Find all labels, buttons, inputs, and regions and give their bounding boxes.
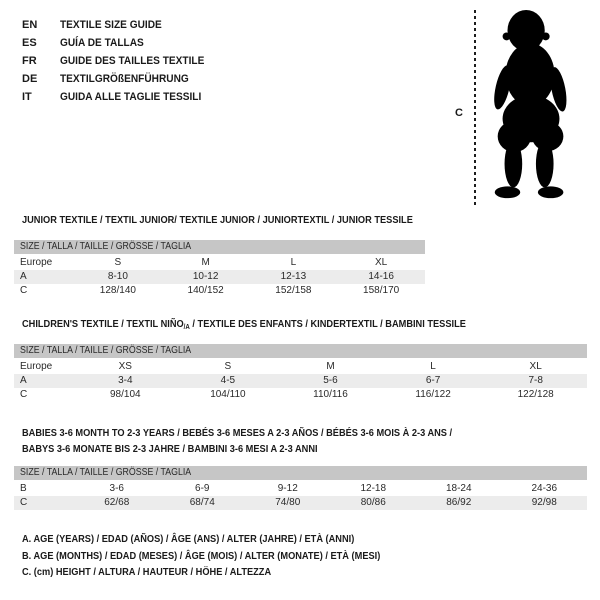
table-row-c [14, 388, 587, 402]
children-size-table [14, 344, 587, 402]
language-row-it [22, 88, 217, 106]
table-row-a [14, 270, 425, 284]
table-cell: 62/68 [104, 497, 130, 508]
language-row-es [22, 34, 217, 52]
babies-section-heading: BABIES 3-6 MONTH TO 2-3 YEARS / BEBÉS 3-6 MESES A 2-3 AÑOS / BÉBÉS 3-6 MOIS À 2-3 ANS / BABYS 3-6 MONATE BIS 2-3 JAHRE / BAMBINI 3-6 MESI A 2-3 ANNI [22, 427, 453, 455]
size-header-bar: SIZE / TALLA / TAILLE / GRÖSSE / TAGLIA [14, 240, 425, 254]
junior-size-table [14, 240, 425, 298]
table-cell: 110/116 [313, 389, 348, 400]
table-cell: 9-12 [277, 483, 298, 494]
note-c: C. (cm) HEIGHT / ALTURA / HAUTEUR / HÖHE / ALTEZZA [22, 566, 272, 578]
height-dashed-line [474, 10, 476, 207]
table-cell: 86/92 [446, 497, 472, 508]
junior-section-heading: JUNIOR TEXTILE / TEXTIL JUNIOR/ TEXTILE JUNIOR / JUNIORTEXTIL / JUNIOR TESSILE [22, 214, 413, 226]
table-cell: 3-6 [109, 483, 124, 494]
language-code: EN [22, 19, 38, 31]
table-cell: 14-16 [368, 271, 394, 282]
table-cell: S [114, 257, 122, 268]
baby-silhouette-icon [482, 8, 582, 206]
language-code: DE [22, 73, 38, 85]
language-row-en [22, 16, 217, 34]
language-code: IT [22, 91, 32, 103]
row-label: Europe [20, 257, 53, 268]
row-label: C [20, 389, 28, 400]
note-a: A. AGE (YEARS) / EDAD (AÑOS) / ÂGE (ANS) / ALTER (JAHRE) / ETÀ (ANNI) [22, 533, 355, 545]
table-cell: 7-8 [528, 375, 543, 386]
table-row-b [14, 482, 587, 496]
language-title: GUIDE DES TAILLES TEXTILE [60, 55, 205, 67]
table-cell: 6-7 [425, 375, 441, 386]
table-cell: 3-4 [118, 375, 133, 386]
table-cell: 4-5 [220, 375, 236, 386]
table-cell: 92/98 [531, 497, 557, 508]
row-label: Europe [20, 361, 53, 372]
language-row-fr [22, 52, 217, 70]
row-label: A [20, 271, 27, 282]
note-b: B. AGE (MONTHS) / EDAD (MESES) / ÂGE (MOIS) / ALTER (MONATE) / ETÀ (MESI) [22, 549, 381, 562]
table-cell: 8-10 [107, 271, 128, 282]
table-cell: 24-36 [531, 483, 558, 494]
row-label: A [20, 375, 27, 386]
table-cell: 104/110 [210, 389, 246, 400]
table-row-c [14, 284, 425, 298]
table-cell: 5-6 [323, 375, 338, 386]
table-cell: 18-24 [445, 483, 472, 494]
table-row-europe [14, 256, 425, 270]
babies-size-table [14, 466, 587, 510]
language-code: FR [22, 55, 37, 67]
table-cell: 98/104 [110, 389, 141, 400]
table-cell: 12-18 [360, 483, 387, 494]
language-legend [22, 16, 217, 106]
row-label: C [20, 285, 28, 296]
size-header-bar: SIZE / TALLA / TAILLE / GRÖSSE / TAGLIA [14, 466, 587, 480]
table-cell: 74/80 [275, 497, 301, 508]
row-label: B [20, 483, 27, 494]
table-cell: L [290, 257, 297, 268]
table-cell: XL [375, 257, 388, 268]
table-cell: M [201, 257, 210, 268]
row-label: C [20, 497, 28, 508]
language-title: TEXTILGRÖßENFÜHRUNG [60, 73, 189, 85]
table-row-a [14, 374, 587, 388]
table-row-europe [14, 360, 587, 374]
table-cell: 6-9 [195, 483, 210, 494]
table-cell: S [224, 361, 232, 372]
table-cell: 116/122 [415, 389, 451, 400]
table-cell: L [430, 361, 436, 372]
table-cell: 158/170 [363, 285, 400, 296]
table-cell: 10-12 [192, 271, 219, 282]
language-code: ES [22, 37, 37, 49]
table-cell: 12-13 [280, 271, 307, 282]
height-label-c: C [455, 107, 463, 119]
table-cell: 152/158 [275, 285, 312, 296]
table-cell: 68/74 [189, 497, 215, 508]
table-cell: 122/128 [517, 389, 554, 400]
table-cell: 80/86 [360, 497, 386, 508]
table-cell: XL [529, 361, 542, 372]
measurement-legend [22, 533, 429, 583]
table-cell: 128/140 [99, 285, 136, 296]
table-cell: XS [118, 361, 132, 372]
table-cell: 140/152 [187, 285, 224, 296]
language-title: GUÍA DE TALLAS [60, 37, 144, 49]
children-section-heading: CHILDREN'S TEXTILE / TEXTIL $NIÑO_{/A}$ / TEXTILE DES ENFANTS / KINDERTEXTIL / BAMBINI TESSILE [22, 318, 466, 331]
table-row-c [14, 496, 587, 510]
size-header-bar: SIZE / TALLA / TAILLE / GRÖSSE / TAGLIA [14, 344, 587, 358]
language-title: GUIDA ALLE TAGLIE TESSILI [60, 91, 202, 103]
language-row-de [22, 70, 217, 88]
heading-subscript: /A [183, 324, 190, 331]
table-cell: M [326, 361, 335, 372]
language-title: TEXTILE SIZE GUIDE [60, 19, 162, 31]
